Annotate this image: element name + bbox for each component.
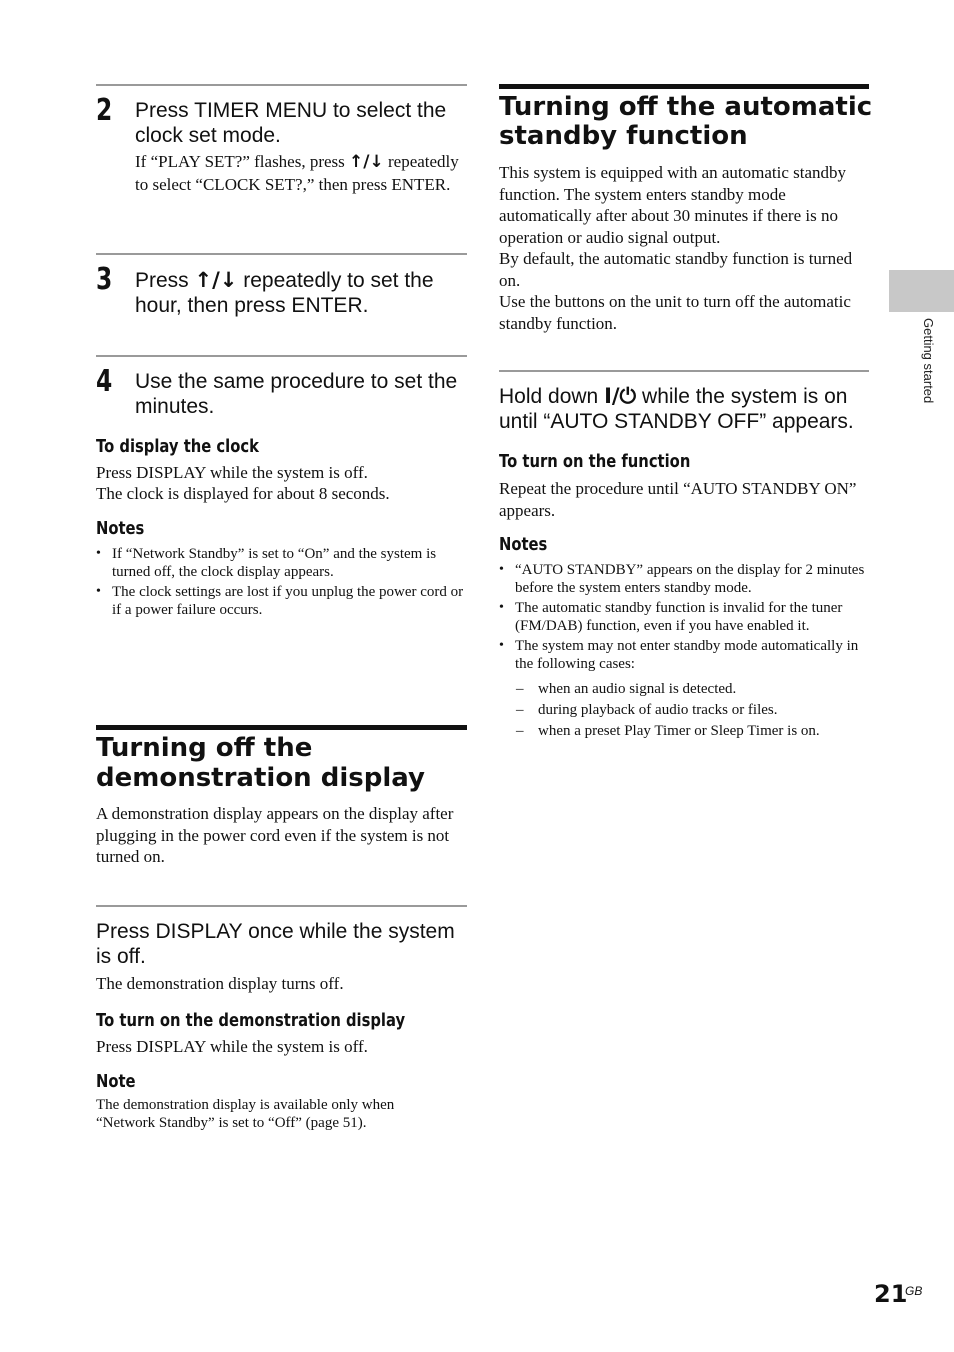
list-item: • If “Network Standby” is set to “On” and the system is turned off, the clock display appears. <box>96 546 437 580</box>
list-item: • The system may not enter standby mode automatically in the following cases: <box>499 638 859 672</box>
step-2-detail <box>135 151 465 195</box>
step4-rule <box>96 355 467 357</box>
list-item: • “AUTO STANDBY” appears on the display for 2 minutes before the system enters standby mode. <box>499 562 865 596</box>
display-clock-line1: Press DISPLAY while the system is off. <box>96 463 368 482</box>
standby-notes-heading: Notes <box>499 534 548 555</box>
demo-title-line2: demonstration display <box>96 763 425 793</box>
list-item: • The clock settings are lost if you unplug the power cord or if a power failure occurs. <box>96 584 464 618</box>
display-clock-heading: To display the clock <box>96 436 259 457</box>
step-3-instruction-b: repeatedly to set the hour, then press ENTER. <box>135 269 434 317</box>
chapter-tab <box>889 270 954 312</box>
step-3-number: 3 <box>96 262 113 297</box>
standby-step-instruction <box>499 384 871 434</box>
standby-step-a: Hold down <box>499 385 599 408</box>
demo-title-line1: Turning off the <box>96 733 313 763</box>
clock-notes-list <box>96 545 468 621</box>
standby-step-b: while the system is on until “AUTO STANDBY OFF” appears. <box>499 385 854 433</box>
standby-intro-p1: This system is equipped with an automatic standby function. The system enters standby mode automatically after about 30 minutes if there is no operation or audio signal output. <box>499 163 847 247</box>
power-icon: I/⏻ <box>604 384 637 408</box>
demo-step-detail: The demonstration display turns off. <box>96 974 344 993</box>
step-4-instruction: Use the same procedure to set the minutes. <box>135 370 458 418</box>
step-3-instruction <box>135 268 470 318</box>
turn-on-function-text: Repeat the procedure until “AUTO STANDBY ON” appears. <box>499 479 857 520</box>
step-2-detail-a: If “PLAY SET?” flashes, press <box>135 152 345 171</box>
standby-notes-list <box>499 561 867 675</box>
standby-cases-list <box>516 679 866 742</box>
step-4-number: 4 <box>96 364 113 399</box>
page-region-suffix: GB <box>905 1284 923 1298</box>
list-item: – when an audio signal is detected. <box>516 681 737 697</box>
step-3-instruction-a: Press <box>135 269 189 292</box>
standby-intro-p2: By default, the automatic standby function is turned on. <box>499 249 853 290</box>
demo-intro: A demonstration display appears on the display after plugging in the power cord even if the system is not turned on. <box>96 804 454 866</box>
list-item: – when a preset Play Timer or Sleep Timer is on. <box>516 723 820 739</box>
demo-section-rule <box>96 725 467 730</box>
standby-step-rule <box>499 370 869 372</box>
standby-intro-p3: Use the buttons on the unit to turn off the automatic standby function. <box>499 292 851 333</box>
demo-step-rule <box>96 905 467 907</box>
turn-on-function-heading: To turn on the function <box>499 451 691 472</box>
standby-title-line1: Turning off the automatic <box>499 92 873 122</box>
step-2-instruction: Press TIMER MENU to select the clock set mode. <box>135 99 447 147</box>
demo-step-instruction: Press DISPLAY once while the system is off. <box>96 920 455 968</box>
demo-note-heading: Note <box>96 1071 136 1092</box>
notes-heading: Notes <box>96 518 145 539</box>
demo-note-text: The demonstration display is available only when “Network Standby” is set to “Off” (page 51). <box>96 1097 395 1131</box>
step-2-number: 2 <box>96 93 113 128</box>
chapter-label: Getting started <box>921 318 936 404</box>
list-item: – during playback of audio tracks or files. <box>516 702 778 718</box>
standby-title-line2: standby function <box>499 121 748 151</box>
step2-rule <box>96 84 467 86</box>
demo-subhead: To turn on the demonstration display <box>96 1010 406 1031</box>
up-down-arrow-icon: ↑/↓ <box>194 268 238 292</box>
display-clock-line2: The clock is displayed for about 8 seconds. <box>96 484 390 503</box>
demo-subtext: Press DISPLAY while the system is off. <box>96 1037 368 1056</box>
page-number: 21 <box>874 1280 908 1308</box>
step3-rule <box>96 253 467 255</box>
standby-intro <box>499 162 869 334</box>
standby-section-rule <box>499 84 869 89</box>
up-down-arrow-icon: ↑/↓ <box>349 152 384 172</box>
list-item: • The automatic standby function is invalid for the tuner (FM/DAB) function, even if you have enabled it. <box>499 600 843 634</box>
step-2-detail-b: repeatedly to select “CLOCK SET?,” then press ENTER. <box>135 152 459 194</box>
